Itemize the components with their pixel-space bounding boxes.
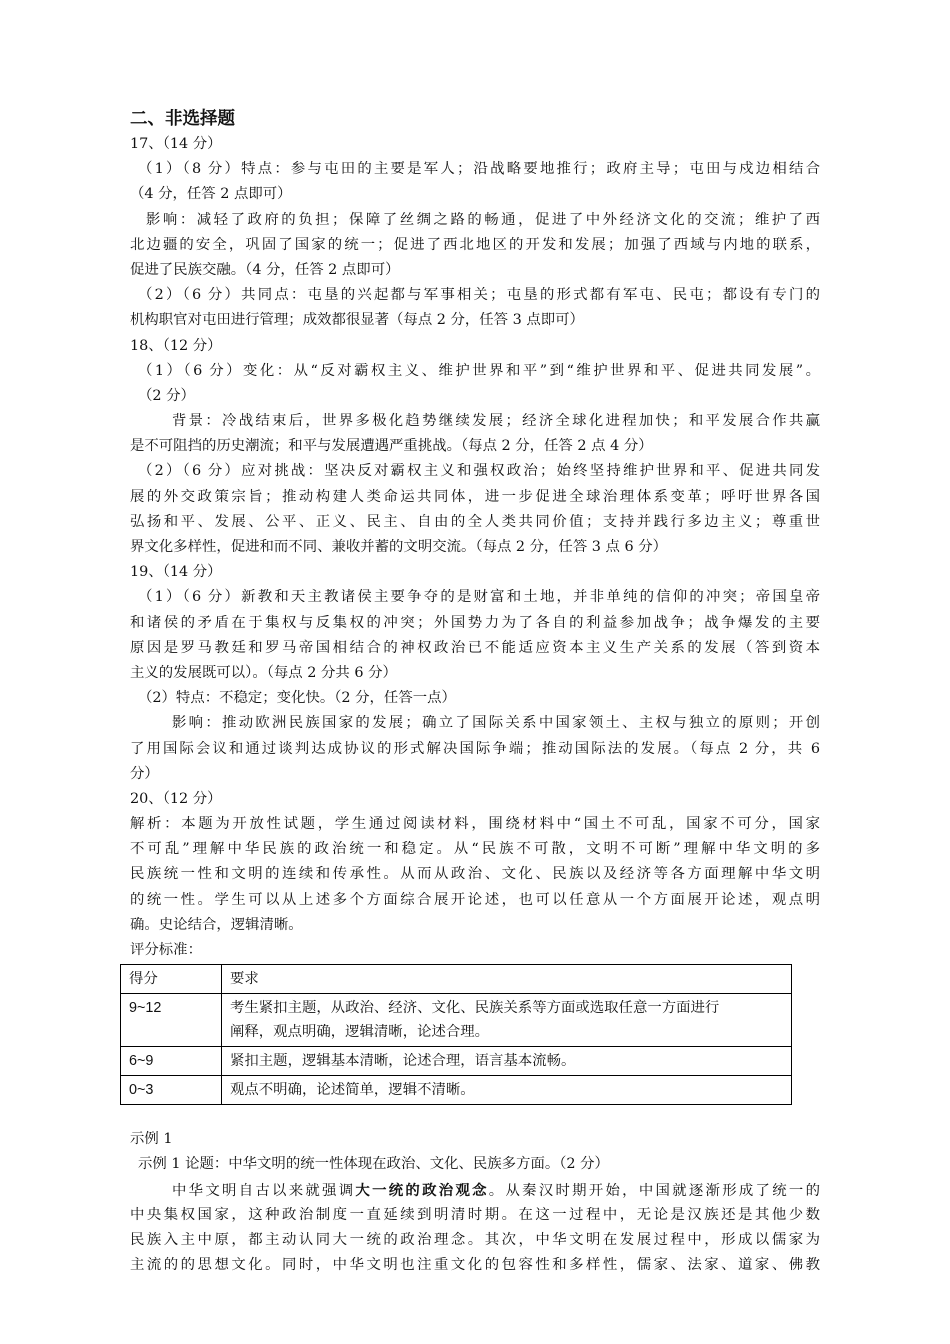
rubric-score: 6~9 [121, 1047, 222, 1076]
rubric-row [121, 994, 792, 1047]
rubric-row [121, 1076, 792, 1105]
q18-line: （2）（6 分）应对挑战：坚决反对霸权主义和强权政治；始终坚持维护世界和平、促进共同发 [138, 463, 820, 480]
spacer [130, 1105, 820, 1127]
example-text: 。从秦汉时期开始，中国就逐渐形成了统一的 [488, 1182, 820, 1199]
q17-line: 促进了民族交融。（4 分，任答 2 点即可） [130, 261, 400, 278]
example-line: 主流的的思想文化。同时，中华文明也注重文化的包容性和多样性，儒家、法家、道家、佛教 [130, 1257, 820, 1274]
document-page [130, 104, 820, 1278]
q20-line: 解析：本题为开放性试题，学生通过阅读材料，围绕材料中“国土不可乱，国家不可分，国家 [130, 816, 820, 833]
q20-line: 的统一性。学生可以从上述多个方面综合展开论述，也可以任意从一个方面展开论述，观点明 [130, 891, 820, 908]
section-title: 二、非选择题 [130, 109, 235, 129]
rubric-score: 9~12 [121, 994, 222, 1047]
rubric-row [121, 1047, 792, 1076]
example-line [130, 1178, 820, 1203]
rubric-requirement-line: 考生紧扣主题，从政治、经济、文化、民族关系等方面或选取任意一方面进行 [230, 1000, 720, 1017]
q19-line: （2）特点：不稳定；变化快。（2 分，任答一点） [138, 690, 456, 707]
rubric-requirement: 紧扣主题，逻辑基本清晰，论述合理，语言基本流畅。 [222, 1047, 792, 1076]
rubric-requirement: 观点不明确，论述简单，逻辑不清晰。 [222, 1076, 792, 1105]
rubric-requirement-line: 阐释，观点明确，逻辑清晰，论述合理。 [230, 1024, 490, 1041]
q19-line: （1）（6 分）新教和天主教诸侯主要争夺的是财富和土地，并非单纯的信仰的冲突；帝国皇帝 [138, 589, 820, 606]
rubric-header-score: 得分 [121, 965, 222, 994]
rubric-table [120, 964, 792, 1105]
rubric-header-requirement: 要求 [222, 965, 792, 994]
q19-header: 19、（14 分） [130, 564, 222, 581]
q18-line: 弘扬和平、发展、公平、正义、民主、自由的全人类共同价值；支持并践行多边主义；尊重世 [130, 513, 820, 530]
q17-line: （4 分，任答 2 点即可） [130, 186, 292, 203]
q20-header: 20、（12 分） [130, 790, 222, 807]
rubric-label: 评分标准： [130, 942, 202, 958]
q17-line: 北边疆的安全，巩固了国家的统一；促进了西北地区的开发和发展；加强了西域与内地的联系， [130, 236, 820, 253]
example-line: 民族入主中原，都主动认同大一统的政治理念。其次，中华文明在发展过程中，形成以儒家为 [130, 1231, 820, 1248]
q19-line: 影响：推动欧洲民族国家的发展；确立了国际关系中国家领土、主权与独立的原则；开创 [172, 715, 820, 732]
q18-line: 界文化多样性，促进和而不同、兼收并蓄的文明交流。（每点 2 分，任答 3 点 6 分） [130, 539, 667, 555]
example-bold-text: 大一统的政治观念 [355, 1181, 489, 1199]
rubric-header-row [121, 965, 792, 994]
q17-line: （2）（6 分）共同点：屯垦的兴起都与军事相关；屯垦的形式都有军屯、民屯；都设有专门的 [138, 287, 820, 304]
example-thesis: 示例 1 论题：中华文明的统一性体现在政治、文化、民族多方面。（2 分） [138, 1156, 609, 1173]
q20-line: 不可乱”理解中华民族的政治统一和稳定。从“民族不可散，文明不可断”理解中华文明的多 [130, 841, 820, 858]
q19-line: 主义的发展既可以）。（每点 2 分共 6 分） [130, 664, 397, 681]
q18-line: （2 分） [138, 387, 195, 404]
q19-line: 了用国际会议和通过谈判达成协议的形式解决国际争端；推动国际法的发展。（每点 2 分，共 6 [130, 740, 820, 757]
q17-line: （1）（8 分）特点：参与屯田的主要是军人；沿战略要地推行；政府主导；屯田与戍边相结合 [138, 161, 820, 178]
rubric-requirement [222, 994, 792, 1047]
example-text: 中华文明自古以来就强调 [172, 1182, 356, 1199]
q20-line: 民族统一性和文明的连续和传承性。从而从政治、文化、民族以及经济等各方面理解中华文明 [130, 866, 820, 883]
q17-header: 17、（14 分） [130, 136, 222, 152]
q18-line: （1）（6 分）变化：从“反对霸权主义、维护世界和平”到“维护世界和平、促进共同发展”。 [138, 362, 820, 379]
q18-line: 是不可阻挡的历史潮流；和平与发展遭遇严重挑战。（每点 2 分，任答 2 点 4 分） [130, 438, 653, 455]
q18-line: 背景：冷战结束后，世界多极化趋势继续发展；经济全球化进程加快；和平发展合作共赢 [172, 413, 820, 430]
q17-line: 机构职官对屯田进行管理；成效都很显著（每点 2 分，任答 3 点即可） [130, 312, 584, 329]
q18-line: 展的外交政策宗旨；推动构建人类命运共同体，进一步促进全球治理体系变革；呼吁世界各国 [130, 488, 820, 505]
example-label: 示例 1 [130, 1131, 173, 1148]
q19-line: 和诸侯的矛盾在于集权与反集权的冲突；外国势力为了各自的利益参加战争；战争爆发的主要 [130, 614, 820, 631]
q19-line: 原因是罗马教廷和罗马帝国相结合的神权政治已不能适应资本主义生产关系的发展（答到资本 [130, 639, 820, 656]
example-line: 中央集权国家，这种政治制度一直延续到明清时期。在这一过程中，无论是汉族还是其他少数 [130, 1206, 820, 1223]
rubric-score: 0~3 [121, 1076, 222, 1105]
q18-header: 18、（12 分） [130, 337, 222, 354]
q19-line: 分） [130, 765, 159, 782]
q20-line: 确。史论结合，逻辑清晰。 [130, 916, 303, 933]
q17-line: 影响：减轻了政府的负担；保障了丝绸之路的畅通，促进了中外经济文化的交流；维护了西 [146, 211, 820, 228]
